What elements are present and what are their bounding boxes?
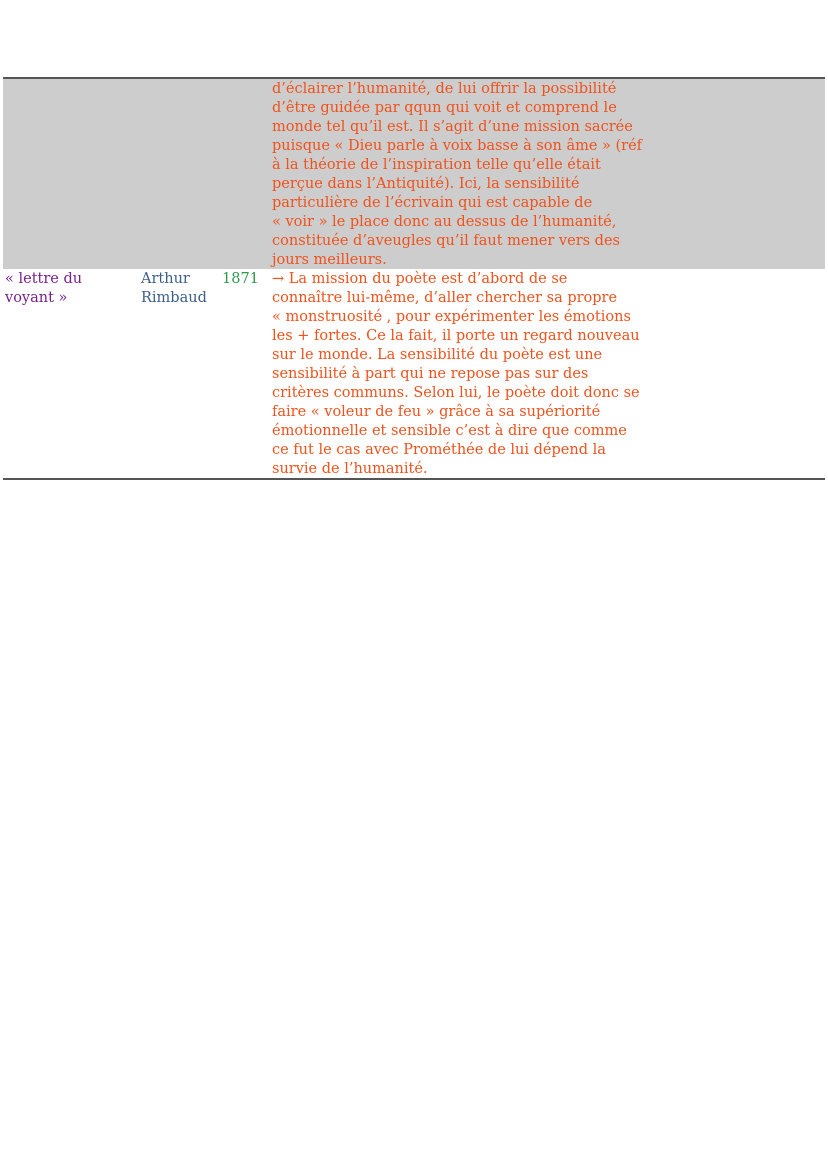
year-cell: 1871 <box>222 271 259 287</box>
text-line: « monstruosité , pour expérimenter les émotions <box>272 309 631 325</box>
work-title-cell <box>5 270 82 308</box>
text-line: puisque « Dieu parle à voix basse à son âme » (réf <box>272 138 643 154</box>
text-line: perçue dans l’Antiquité). Ici, la sensibilité <box>272 176 580 192</box>
title-line: « lettre du <box>5 271 83 287</box>
title-line: voyant » <box>5 290 68 306</box>
text-line: « voir » le place donc au dessus de l’humanité, <box>272 214 617 230</box>
text-line: sur le monde. La sensibilité du poète est une <box>272 347 603 363</box>
analysis-cell <box>272 270 640 479</box>
text-line: sensibilité à part qui ne repose pas sur des <box>272 366 589 382</box>
text-line: d’être guidée par qqun qui voit et comprend le <box>272 100 617 116</box>
analysis-cell <box>272 80 642 270</box>
works-table <box>3 77 825 480</box>
text-line: d’éclairer l’humanité, de lui offrir la possibilité <box>272 81 617 97</box>
table-row <box>3 79 825 269</box>
table-row <box>3 269 825 478</box>
text-line: connaître lui-même, d’aller chercher sa propre <box>272 290 618 306</box>
author-line: Arthur <box>141 271 190 287</box>
text-line: à la théorie de l’inspiration telle qu’elle était <box>272 157 601 173</box>
text-line: ce fut le cas avec Prométhée de lui dépend la <box>272 442 606 458</box>
text-line: faire « voleur de feu » grâce à sa supériorité <box>272 404 601 420</box>
text-line: monde tel qu’il est. Il s’agit d’une mission sacrée <box>272 119 633 135</box>
text-line: constituée d’aveugles qu’il faut mener vers des <box>272 233 620 249</box>
text-line: les + fortes. Ce la fait, il porte un regard nouveau <box>272 328 640 344</box>
text-line: survie de l’humanité. <box>272 461 428 477</box>
text-line: émotionnelle et sensible c’est à dire que comme <box>272 423 627 439</box>
text-line: → La mission du poète est d’abord de se <box>272 271 568 287</box>
text-line: jours meilleurs. <box>272 252 387 268</box>
text-line: critères communs. Selon lui, le poète doit donc se <box>272 385 640 401</box>
text-line: particulière de l’écrivain qui est capable de <box>272 195 593 211</box>
author-cell <box>141 270 207 308</box>
author-line: Rimbaud <box>141 290 207 306</box>
